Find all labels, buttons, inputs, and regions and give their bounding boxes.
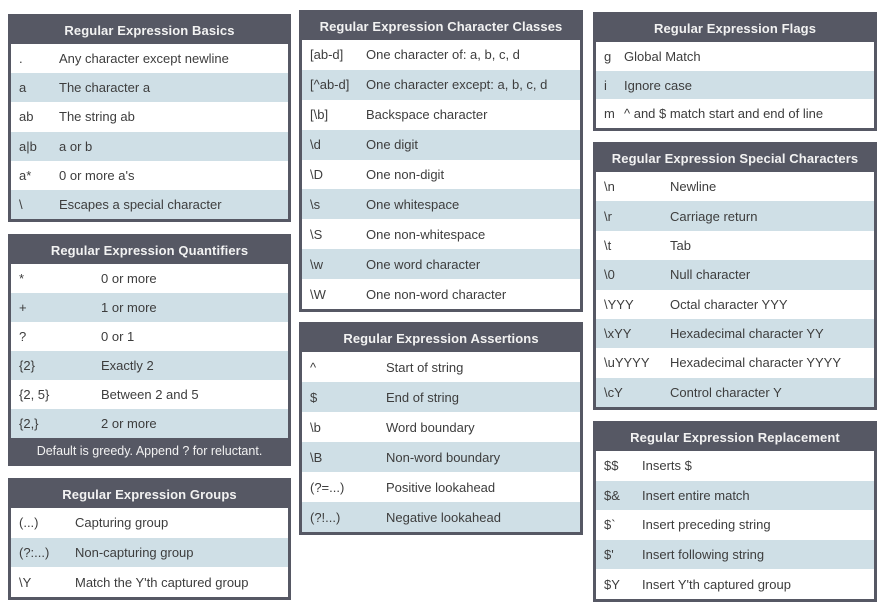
regex-code: a|b [19, 138, 37, 154]
table-row [302, 40, 580, 70]
table-row [11, 293, 288, 322]
regex-code: i [604, 77, 607, 93]
regex-description: Any character except newline [59, 51, 229, 67]
table-special-characters-title: Regular Expression Special Characters [611, 151, 859, 166]
table-row [11, 161, 288, 190]
regex-code: a [19, 80, 27, 96]
table-row [302, 100, 580, 130]
table-flags-title: Regular Expression Flags [653, 21, 817, 36]
table-rows [596, 42, 874, 128]
regex-description: 0 or more [101, 271, 157, 286]
regex-description: Positive lookahead [386, 479, 496, 495]
table-row [596, 378, 874, 407]
table-rows [11, 508, 288, 597]
table-row [302, 442, 580, 472]
regex-description: One non-digit [366, 167, 445, 182]
table-rows [302, 40, 580, 309]
regex-code: {2, 5} [19, 387, 50, 402]
regex-description: 2 or more [101, 416, 157, 431]
table-flags [593, 12, 877, 131]
regex-code: ^ [310, 359, 317, 375]
table-row [596, 319, 874, 348]
regex-code: [\b] [310, 107, 329, 123]
regex-code: $$ [604, 458, 619, 474]
table-rows [596, 172, 874, 407]
table-row [302, 130, 580, 160]
regex-code: \0 [604, 267, 615, 283]
table-row [596, 481, 874, 511]
regex-description: a or b [59, 138, 93, 154]
table-quantifiers [8, 234, 291, 466]
table-row [596, 71, 874, 100]
regex-description: Inserts $ [642, 458, 692, 474]
regex-code: (?:...) [19, 545, 50, 560]
regex-description: Control character Y [670, 384, 782, 400]
table-rows [11, 264, 288, 438]
table-row [302, 279, 580, 309]
regex-code: \ [19, 196, 23, 212]
regex-code: $ [310, 389, 318, 405]
table-replacement [593, 421, 877, 602]
table-row [11, 508, 288, 538]
regex-code: {2} [19, 358, 35, 373]
regex-code: ab [19, 109, 34, 125]
regex-code: [ab-d] [310, 47, 344, 63]
regex-description: One non-whitespace [366, 226, 486, 242]
table-basics [8, 14, 291, 222]
regex-description: The string ab [59, 109, 135, 125]
regex-description: Match the Y'th captured group [75, 574, 249, 590]
regex-description: 1 or more [101, 300, 157, 315]
regex-description: Tab [670, 237, 691, 253]
regex-code: \r [604, 208, 612, 224]
table-row [596, 99, 874, 128]
regex-description: Non-word boundary [386, 449, 501, 465]
regex-code: . [19, 51, 23, 67]
regex-description: One non-word character [366, 286, 507, 302]
table-row [302, 189, 580, 219]
table-row [302, 472, 580, 502]
table-quantifiers-note: Default is greedy. Append ? for reluctant. [36, 443, 263, 458]
table-row [302, 352, 580, 382]
regex-description: One word character [366, 256, 481, 272]
regex-description: Octal character YYY [670, 296, 788, 312]
table-row [11, 567, 288, 597]
table-row [302, 70, 580, 100]
table-row [596, 42, 874, 71]
table-quantifiers-title: Regular Expression Quantifiers [50, 243, 249, 258]
table-basics-title: Regular Expression Basics [64, 23, 235, 38]
table-special-characters [593, 142, 877, 410]
table-row [596, 260, 874, 289]
table-row [302, 382, 580, 412]
table-row [302, 160, 580, 190]
regex-description: One whitespace [366, 196, 460, 212]
regex-description: Carriage return [670, 208, 758, 224]
regex-description: Word boundary [386, 419, 475, 435]
table-row [11, 44, 288, 73]
table-row [302, 502, 580, 532]
regex-code: m [604, 106, 615, 122]
table-row [302, 412, 580, 442]
regex-description: Insert following string [642, 547, 765, 563]
regex-description: Hexadecimal character YY [670, 326, 824, 342]
table-row [11, 264, 288, 293]
regex-code: a* [19, 167, 32, 183]
regex-description: 0 or more a's [59, 167, 135, 183]
regex-code: $Y [604, 576, 620, 592]
regex-description: Backspace character [366, 107, 488, 123]
table-row [596, 451, 874, 481]
regex-code: \cY [604, 384, 623, 400]
regex-code: \B [310, 449, 323, 465]
regex-code: (?!...) [310, 509, 341, 525]
table-row [596, 510, 874, 540]
regex-description: Between 2 and 5 [101, 387, 199, 402]
regex-code: + [19, 300, 27, 315]
regex-description: Insert entire match [642, 487, 750, 503]
table-row [596, 540, 874, 570]
table-row [596, 569, 874, 599]
regex-code: ? [19, 329, 27, 344]
table-groups [8, 478, 291, 600]
table-row [11, 409, 288, 438]
regex-code: \n [604, 179, 615, 195]
regex-code: $' [604, 547, 614, 563]
regex-code: \d [310, 137, 321, 153]
table-assertions-title: Regular Expression Assertions [343, 331, 539, 346]
regex-description: One character of: a, b, c, d [366, 47, 520, 63]
regex-code: g [604, 48, 612, 64]
regex-code: \D [310, 167, 323, 182]
table-row [11, 102, 288, 131]
table-assertions [299, 322, 583, 535]
table-character-classes-title: Regular Expression Character Classes [319, 19, 563, 34]
regex-description: Global Match [624, 48, 701, 64]
regex-description: Insert preceding string [642, 517, 771, 533]
regex-code: \xYY [604, 326, 632, 342]
table-rows [596, 451, 874, 599]
table-row [302, 249, 580, 279]
regex-description: The character a [59, 80, 151, 96]
regex-description: Escapes a special character [59, 196, 222, 212]
regex-code: \YYY [604, 296, 634, 312]
regex-description: Capturing group [75, 515, 169, 531]
table-rows [302, 352, 580, 532]
regex-code: \W [310, 286, 326, 302]
regex-code: \t [604, 237, 612, 253]
regex-code: \s [310, 196, 321, 212]
regex-description: Non-capturing group [75, 545, 194, 560]
table-character-classes [299, 10, 583, 312]
regex-code: \Y [19, 574, 32, 590]
table-row [596, 172, 874, 201]
table-row [11, 538, 288, 568]
regex-code: (?=...) [310, 479, 345, 495]
table-row [11, 73, 288, 102]
regex-code: $` [604, 517, 616, 533]
table-row [596, 348, 874, 377]
table-row [11, 351, 288, 380]
regex-code: \w [310, 256, 323, 272]
table-row [596, 201, 874, 230]
table-row [11, 380, 288, 409]
regex-description: Exactly 2 [101, 358, 154, 373]
regex-description: Negative lookahead [386, 509, 501, 525]
table-replacement-title: Regular Expression Replacement [630, 430, 840, 445]
table-row [11, 132, 288, 161]
regex-description: Insert Y'th captured group [642, 576, 791, 592]
regex-code: \b [310, 419, 321, 435]
table-groups-title: Regular Expression Groups [62, 487, 237, 502]
regex-code: {2,} [19, 416, 39, 431]
regex-code: (...) [19, 515, 39, 531]
regex-description: ^ and $ match start and end of line [624, 106, 824, 122]
regex-code: \uYYYY [604, 355, 650, 371]
regex-description: One digit [366, 137, 419, 153]
table-row [11, 190, 288, 219]
regex-description: Null character [670, 267, 751, 283]
table-row [11, 322, 288, 351]
regex-code: \S [310, 226, 323, 242]
regex-description: Hexadecimal character YYYY [670, 355, 842, 371]
regex-description: 0 or 1 [101, 329, 135, 344]
regex-code: * [19, 271, 25, 286]
table-row [302, 219, 580, 249]
regex-description: End of string [386, 389, 459, 405]
regex-description: One character except: a, b, c, d [366, 77, 548, 93]
regex-description: Newline [670, 179, 717, 195]
regex-description: Ignore case [624, 77, 692, 93]
regex-code: [^ab-d] [310, 77, 350, 93]
regex-description: Start of string [386, 359, 464, 375]
table-row [596, 231, 874, 260]
table-rows [11, 44, 288, 219]
table-row [596, 290, 874, 319]
regex-code: $& [604, 487, 620, 503]
